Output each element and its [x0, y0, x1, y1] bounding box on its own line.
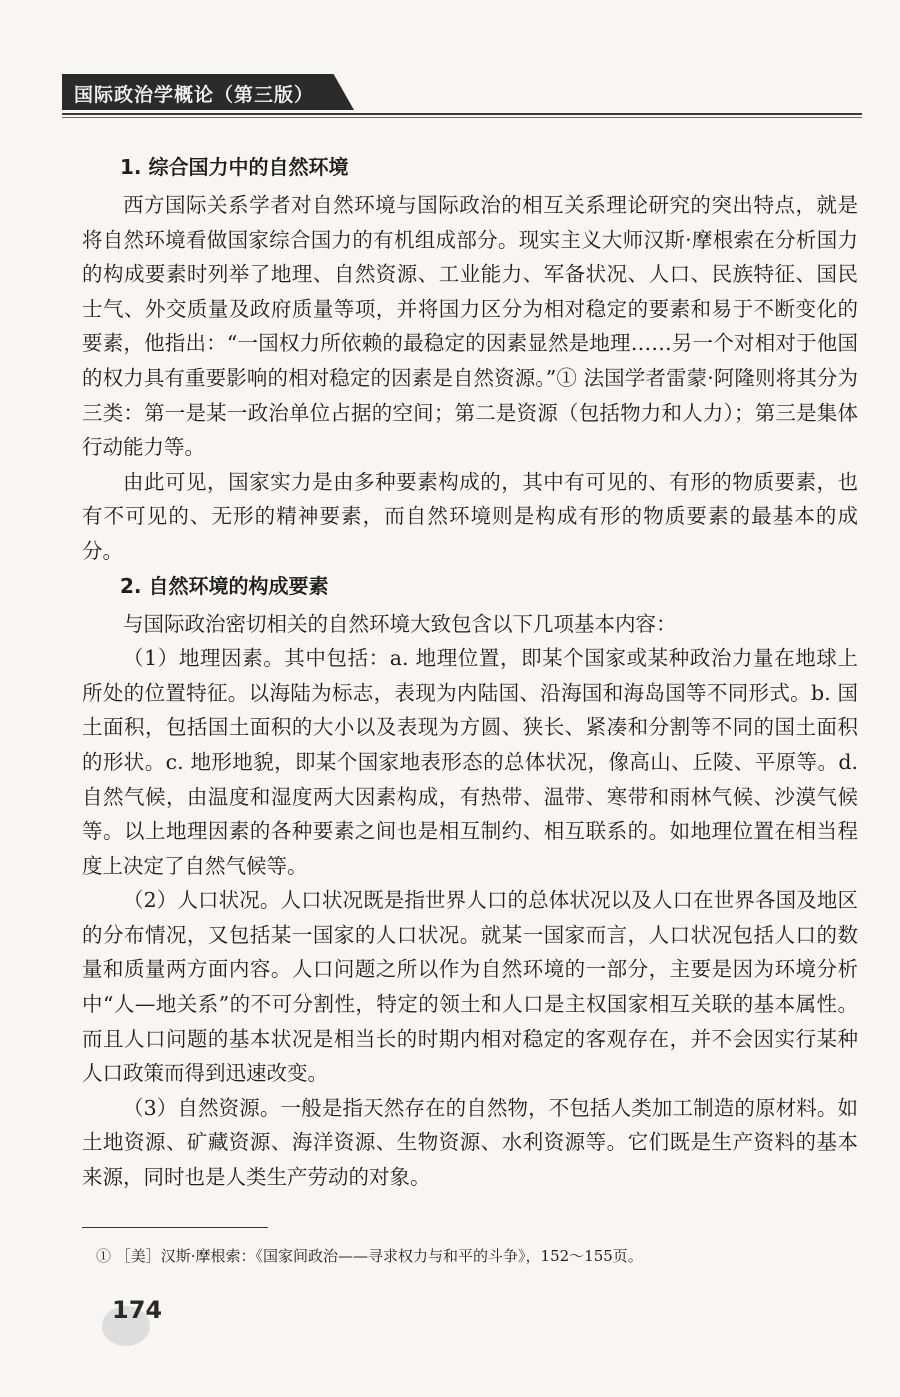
section-2-paragraph-1: 与国际政治密切相关的自然环境大致包含以下几项基本内容： — [123, 611, 677, 636]
footnote: ① ［美］汉斯·摩根索：《国家间政治——寻求权力与和平的斗争》，152～155页。 — [96, 1247, 643, 1265]
section-1-heading: 1. 综合国力中的自然环境 — [120, 155, 349, 179]
section-2-paragraph-3: （2）人口状况。人口状况既是指世界人口的总体状况以及人口在世界各国及地区的分布情况，又包括某一国家的人口状况。就某一国家而言，人口状况包括人口的数量和质量两方面内容。人口问题之所以作为自然环境的一部分，主要是因为环境分析中“人—地关系”的不可分割性，特定的领土和人口是主权国家相互关联的基本属性。而且人口问题的基本状况是相当长的时期内相对稳定的客观存在，并不会因实行某种人口政策而得到迅速改变。 — [82, 888, 858, 1086]
footnote-rule — [82, 1227, 268, 1228]
section-2-paragraph-2: （1）地理因素。其中包括：a. 地理位置，即某个国家或某种政治力量在地球上所处的位置特征。以海陆为标志，表现为内陆国、沿海国和海岛国等不同形式。b. 国土面积，包括国土面积的大小以及表现为方圆、狭长、紧凑和分割等不同的国土面积的形状。c. 地形地貌，即某个国家地表形态的总体状况，像高山、丘陵、平原等。d. 自然气候，由温度和湿度两大因素构成，有热带、温带、寒带和雨林气候、沙漠气候等。以上地理因素的各种要素之间也是相互制约、相互联系的。如地理位置在相当程度上决定了自然气候等。 — [82, 646, 858, 878]
header-rule-thin — [62, 117, 862, 118]
section-2-paragraph-4: （3）自然资源。一般是指天然存在的自然物，不包括人类加工制造的原材料。如土地资源、矿藏资源、海洋资源、生物资源、水利资源等。它们既是生产资料的基本来源，同时也是人类生产劳动的对象。 — [82, 1095, 858, 1190]
header-rule — [62, 113, 862, 115]
running-header-title: 国际政治学概论（第三版） — [74, 84, 315, 106]
page-number: 174 — [112, 1296, 163, 1324]
section-2-heading: 2. 自然环境的构成要素 — [120, 573, 329, 598]
page-body — [82, 152, 858, 1195]
section-1-paragraph-1: 西方国际关系学者对自然环境与国际政治的相互关系理论研究的突出特点，就是将自然环境看做国家综合国力的有机组成部分。现实主义大师汉斯·摩根索在分析国力的构成要素时列举了地理、自然资源、工业能力、军备状况、人口、民族特征、国民士气、外交质量及政府质量等项，并将国力区分为相对稳定的要素和易于不断变化的要素，他指出：“一国权力所依赖的最稳定的因素显然是地理……另一个对相对于他国的权力具有重要影响的相对稳定的因素是自然资源。”① 法国学者雷蒙·阿隆则将其分为三类：第一是某一政治单位占据的空间；第二是资源（包括物力和人力）；第三是集体行动能力等。 — [82, 193, 858, 460]
section-1-paragraph-2: 由此可见，国家实力是由多种要素构成的，其中有可见的、有形的物质要素，也有不可见的、无形的精神要素，而自然环境则是构成有形的物质要素的最基本的成分。 — [82, 469, 858, 563]
